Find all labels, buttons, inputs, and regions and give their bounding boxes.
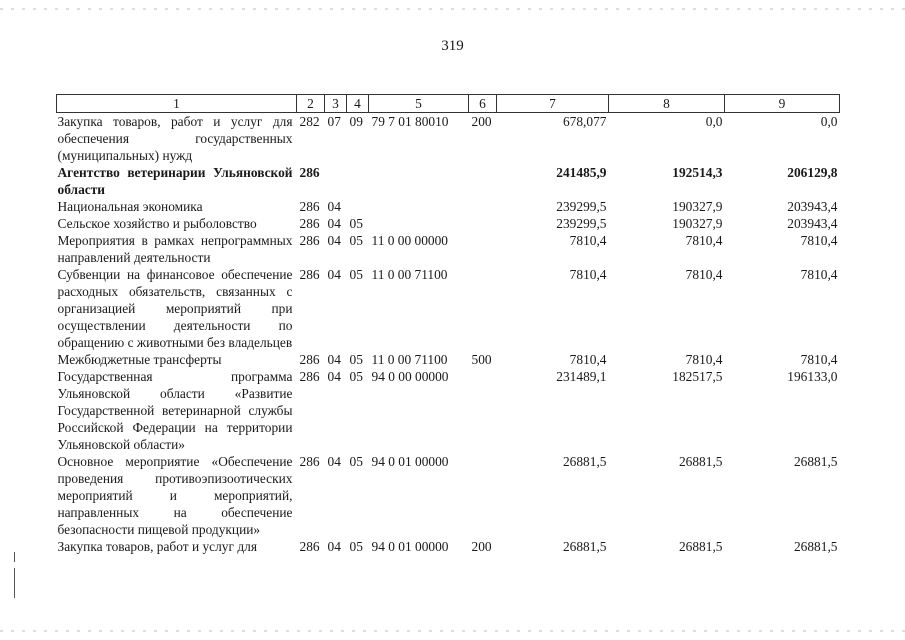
column-header: 6 <box>469 95 497 113</box>
row-value-cell: 7810,4 <box>569 267 607 282</box>
row-value-cell: 241485,9 <box>556 165 607 180</box>
row-value-cell: 04 <box>327 539 341 554</box>
row-value-cell: 11 0 00 71100 <box>371 352 448 367</box>
row-value-cell <box>469 232 497 266</box>
row-value-cell: 79 7 01 80010 <box>371 114 449 129</box>
row-value-cell: 286 <box>299 369 320 384</box>
row-value-cell: 500 <box>471 352 492 367</box>
scan-edge-top <box>0 8 905 10</box>
row-value-cell: 206129,8 <box>787 165 838 180</box>
row-value-cell <box>469 198 497 215</box>
row-value-cell: 196133,0 <box>787 369 838 384</box>
row-value-cell <box>325 164 347 198</box>
table-header-row <box>57 95 840 113</box>
row-value-cell: 200 <box>471 114 492 129</box>
row-value-cell: 11 0 00 00000 <box>371 233 448 248</box>
column-header: 4 <box>347 95 369 113</box>
row-value-cell: 203943,4 <box>787 216 838 231</box>
table-row <box>57 538 840 555</box>
scan-edge-bottom <box>0 630 905 632</box>
row-value-cell: 7810,4 <box>685 233 723 248</box>
row-name-cell: Основное мероприятие «Обеспечение проведения противоэпизоотических мероприятий и мероприятий, направленных на обеспечение безопасности пищевой продукции» <box>57 454 293 537</box>
row-value-cell: 26881,5 <box>793 539 838 554</box>
row-value-cell: 231489,1 <box>556 369 607 384</box>
row-value-cell <box>369 215 469 232</box>
row-value-cell: 286 <box>299 216 320 231</box>
row-value-cell: 239299,5 <box>556 199 607 214</box>
table-row <box>57 368 840 453</box>
row-name-cell: Агентство ветеринарии Ульяновской области <box>57 165 293 197</box>
row-value-cell: 286 <box>299 165 320 180</box>
row-value-cell <box>469 215 497 232</box>
row-name-cell: Сельское хозяйство и рыболовство <box>57 216 257 231</box>
row-value-cell: 05 <box>349 369 363 384</box>
column-header: 7 <box>497 95 609 113</box>
row-value-cell: 190327,9 <box>672 216 723 231</box>
row-value-cell: 05 <box>349 267 363 282</box>
row-value-cell: 7810,4 <box>800 233 838 248</box>
row-value-cell: 286 <box>299 454 320 469</box>
row-value-cell: 04 <box>327 199 341 214</box>
row-value-cell: 07 <box>327 114 341 129</box>
row-name-cell: Закупка товаров, работ и услуг для <box>57 539 257 554</box>
row-value-cell: 7810,4 <box>569 233 607 248</box>
column-header: 9 <box>725 95 840 113</box>
table-row <box>57 266 840 351</box>
row-value-cell: 05 <box>349 352 363 367</box>
row-value-cell: 7810,4 <box>800 352 838 367</box>
row-value-cell: 286 <box>299 267 320 282</box>
row-value-cell: 11 0 00 71100 <box>371 267 448 282</box>
row-value-cell: 286 <box>299 539 320 554</box>
row-value-cell: 04 <box>327 352 341 367</box>
table-row <box>57 113 840 165</box>
row-value-cell: 04 <box>327 369 341 384</box>
table-row <box>57 198 840 215</box>
row-value-cell <box>347 198 369 215</box>
row-value-cell: 94 0 01 00000 <box>371 454 449 469</box>
row-name-cell: Межбюджетные трансферты <box>57 352 222 367</box>
row-value-cell: 182517,5 <box>672 369 723 384</box>
row-value-cell: 7810,4 <box>685 267 723 282</box>
row-name-cell: Национальная экономика <box>57 199 203 214</box>
row-value-cell: 04 <box>327 233 341 248</box>
row-value-cell: 0,0 <box>705 114 723 129</box>
budget-table <box>56 94 840 555</box>
column-header: 5 <box>369 95 469 113</box>
row-value-cell <box>347 164 369 198</box>
page-number: 319 <box>441 38 464 54</box>
row-value-cell <box>369 164 469 198</box>
row-value-cell: 26881,5 <box>678 454 723 469</box>
table-row <box>57 453 840 538</box>
row-value-cell: 26881,5 <box>562 454 607 469</box>
row-value-cell: 04 <box>327 454 341 469</box>
row-value-cell: 239299,5 <box>556 216 607 231</box>
row-value-cell: 286 <box>299 233 320 248</box>
table-row <box>57 215 840 232</box>
row-value-cell <box>469 266 497 351</box>
table-row <box>57 351 840 368</box>
row-value-cell: 05 <box>349 233 363 248</box>
row-value-cell: 04 <box>327 267 341 282</box>
row-value-cell: 05 <box>349 454 363 469</box>
table-row <box>57 164 840 198</box>
row-value-cell <box>469 164 497 198</box>
row-name-cell: Мероприятия в рамках непрограммных направлений деятельности <box>57 233 293 265</box>
column-header: 8 <box>609 95 725 113</box>
row-value-cell: 190327,9 <box>672 199 723 214</box>
row-value-cell: 7810,4 <box>569 352 607 367</box>
row-value-cell: 192514,3 <box>672 165 723 180</box>
column-header: 1 <box>57 95 297 113</box>
row-value-cell: 286 <box>299 352 320 367</box>
row-value-cell: 200 <box>471 539 492 554</box>
row-value-cell: 0,0 <box>820 114 838 129</box>
row-value-cell: 26881,5 <box>793 454 838 469</box>
row-value-cell <box>469 368 497 453</box>
row-value-cell: 7810,4 <box>685 352 723 367</box>
row-value-cell: 282 <box>299 114 320 129</box>
row-value-cell: 286 <box>299 199 320 214</box>
row-name-cell: Государственная программа Ульяновской области «Развитие Государственной ветеринарной службы Российской Федерации на территории Ульяновской области» <box>57 369 293 452</box>
row-value-cell <box>469 453 497 538</box>
row-value-cell: 09 <box>349 114 363 129</box>
margin-mark <box>14 552 15 562</box>
row-name-cell: Закупка товаров, работ и услуг для обеспечения государственных (муниципальных) нужд <box>57 114 293 163</box>
row-value-cell: 26881,5 <box>562 539 607 554</box>
row-value-cell: 05 <box>349 216 363 231</box>
table-body <box>57 113 840 556</box>
row-value-cell <box>369 198 469 215</box>
row-value-cell: 94 0 00 00000 <box>371 369 449 384</box>
table-row <box>57 232 840 266</box>
row-value-cell: 7810,4 <box>800 267 838 282</box>
row-value-cell: 94 0 01 00000 <box>371 539 449 554</box>
row-value-cell: 05 <box>349 539 363 554</box>
row-value-cell: 203943,4 <box>787 199 838 214</box>
row-name-cell: Субвенции на финансовое обеспечение расходных обязательств, связанных с организацией мероприятий при осуществлении деятельности по обращению с животными без владельцев <box>57 267 293 350</box>
row-value-cell: 04 <box>327 216 341 231</box>
margin-mark <box>14 568 15 598</box>
column-header: 2 <box>297 95 325 113</box>
row-value-cell: 26881,5 <box>678 539 723 554</box>
column-header: 3 <box>325 95 347 113</box>
row-value-cell: 678,077 <box>562 114 607 129</box>
